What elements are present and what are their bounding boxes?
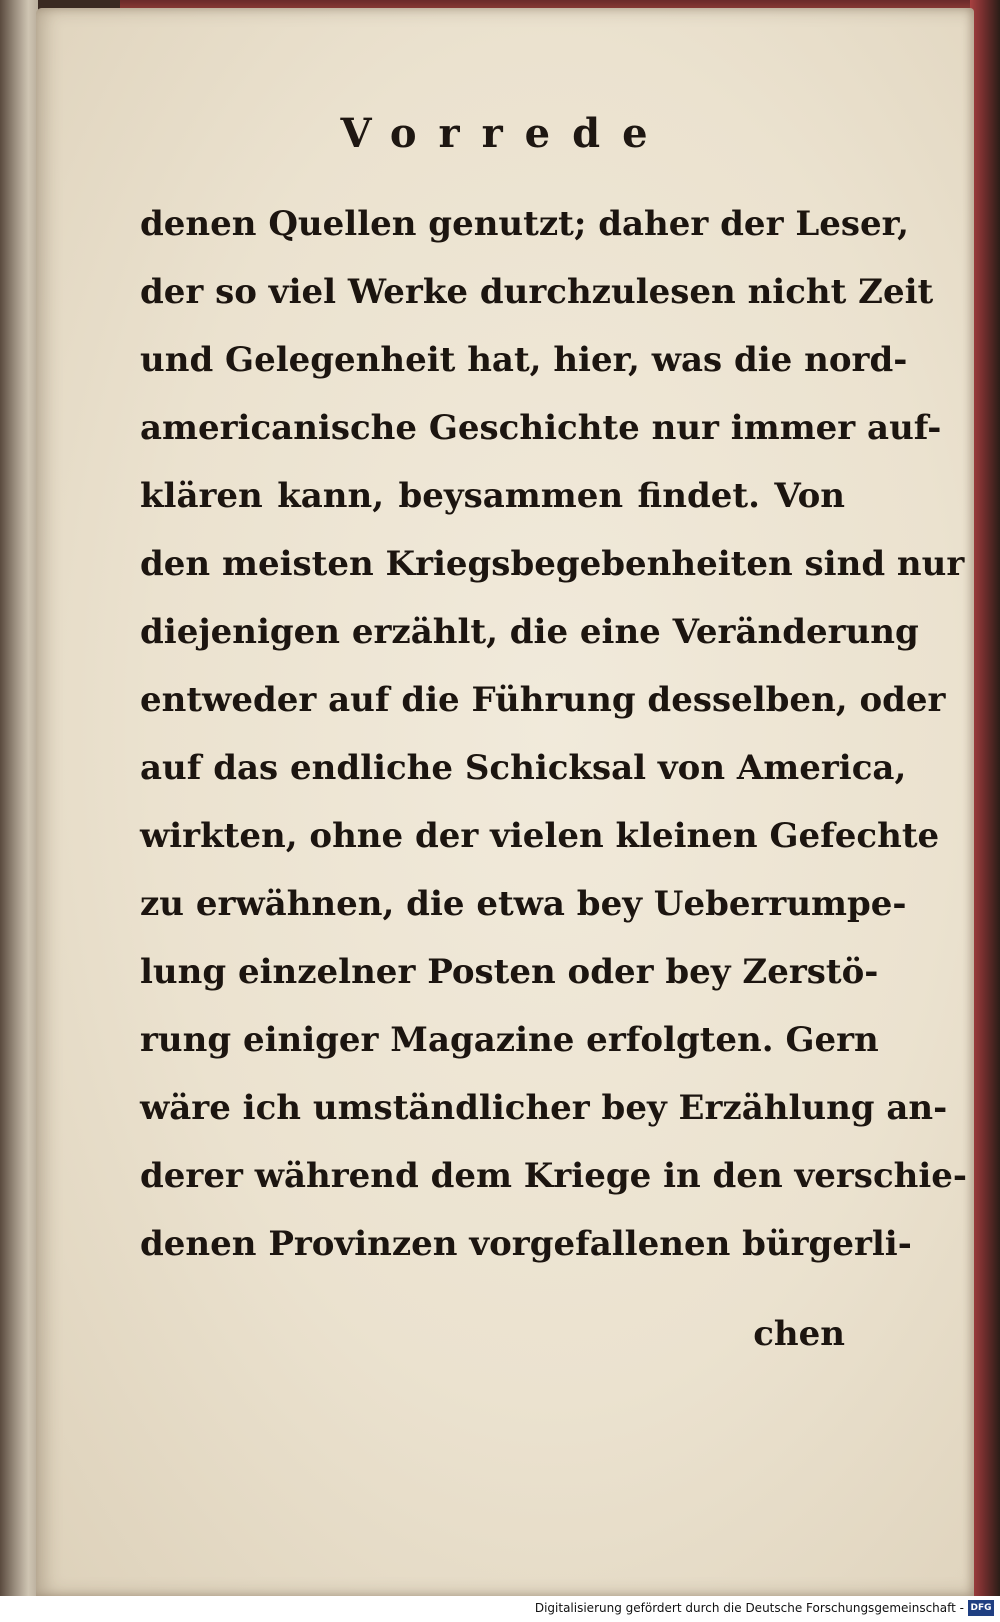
text-line: und Gelegenheit hat, hier, was die nord- — [140, 340, 908, 380]
footer-credit: Digitalisierung gefördert durch die Deutsche Forschungsgemeinschaft - — [534, 1601, 964, 1615]
page-header: Vorrede — [340, 110, 670, 157]
text-line: lung einzelner Posten oder bey Zerstö- — [140, 952, 879, 992]
body-text — [140, 190, 968, 1278]
text-line: americanische Geschichte nur immer auf- — [140, 408, 942, 448]
text-line: derer während dem Kriege in den verschie- — [140, 1156, 968, 1196]
text-line: diejenigen erzählt, die eine Veränderung — [140, 612, 919, 652]
text-line: klären kann, beysammen findet. Von — [140, 476, 845, 516]
text-line: wäre ich umständlicher bey Erzählung an- — [140, 1088, 948, 1128]
text-line: denen Quellen genutzt; daher der Leser, — [140, 204, 909, 244]
book-page — [36, 8, 974, 1596]
text-line: zu erwähnen, die etwa bey Ueberrumpe- — [140, 884, 907, 924]
footer-bar — [0, 1596, 1000, 1622]
left-page-edge — [0, 0, 38, 1596]
text-line: rung einiger Magazine erfolgten. Gern — [140, 1020, 879, 1060]
text-line: denen Provinzen vorgefallenen bürgerli- — [140, 1224, 912, 1264]
text-line: den meisten Kriegsbegebenheiten sind nur — [140, 544, 965, 584]
catchword: chen — [753, 1314, 845, 1354]
book-cover-right — [970, 0, 1000, 1596]
text-line: wirkten, ohne der vielen kleinen Gefechte — [140, 816, 940, 856]
text-line: entweder auf die Führung desselben, oder — [140, 680, 946, 720]
dfg-logo-icon: DFG — [968, 1600, 994, 1616]
text-line: der so viel Werke durchzulesen nicht Zeit — [140, 272, 934, 312]
text-line: auf das endliche Schicksal von America, — [140, 748, 907, 788]
